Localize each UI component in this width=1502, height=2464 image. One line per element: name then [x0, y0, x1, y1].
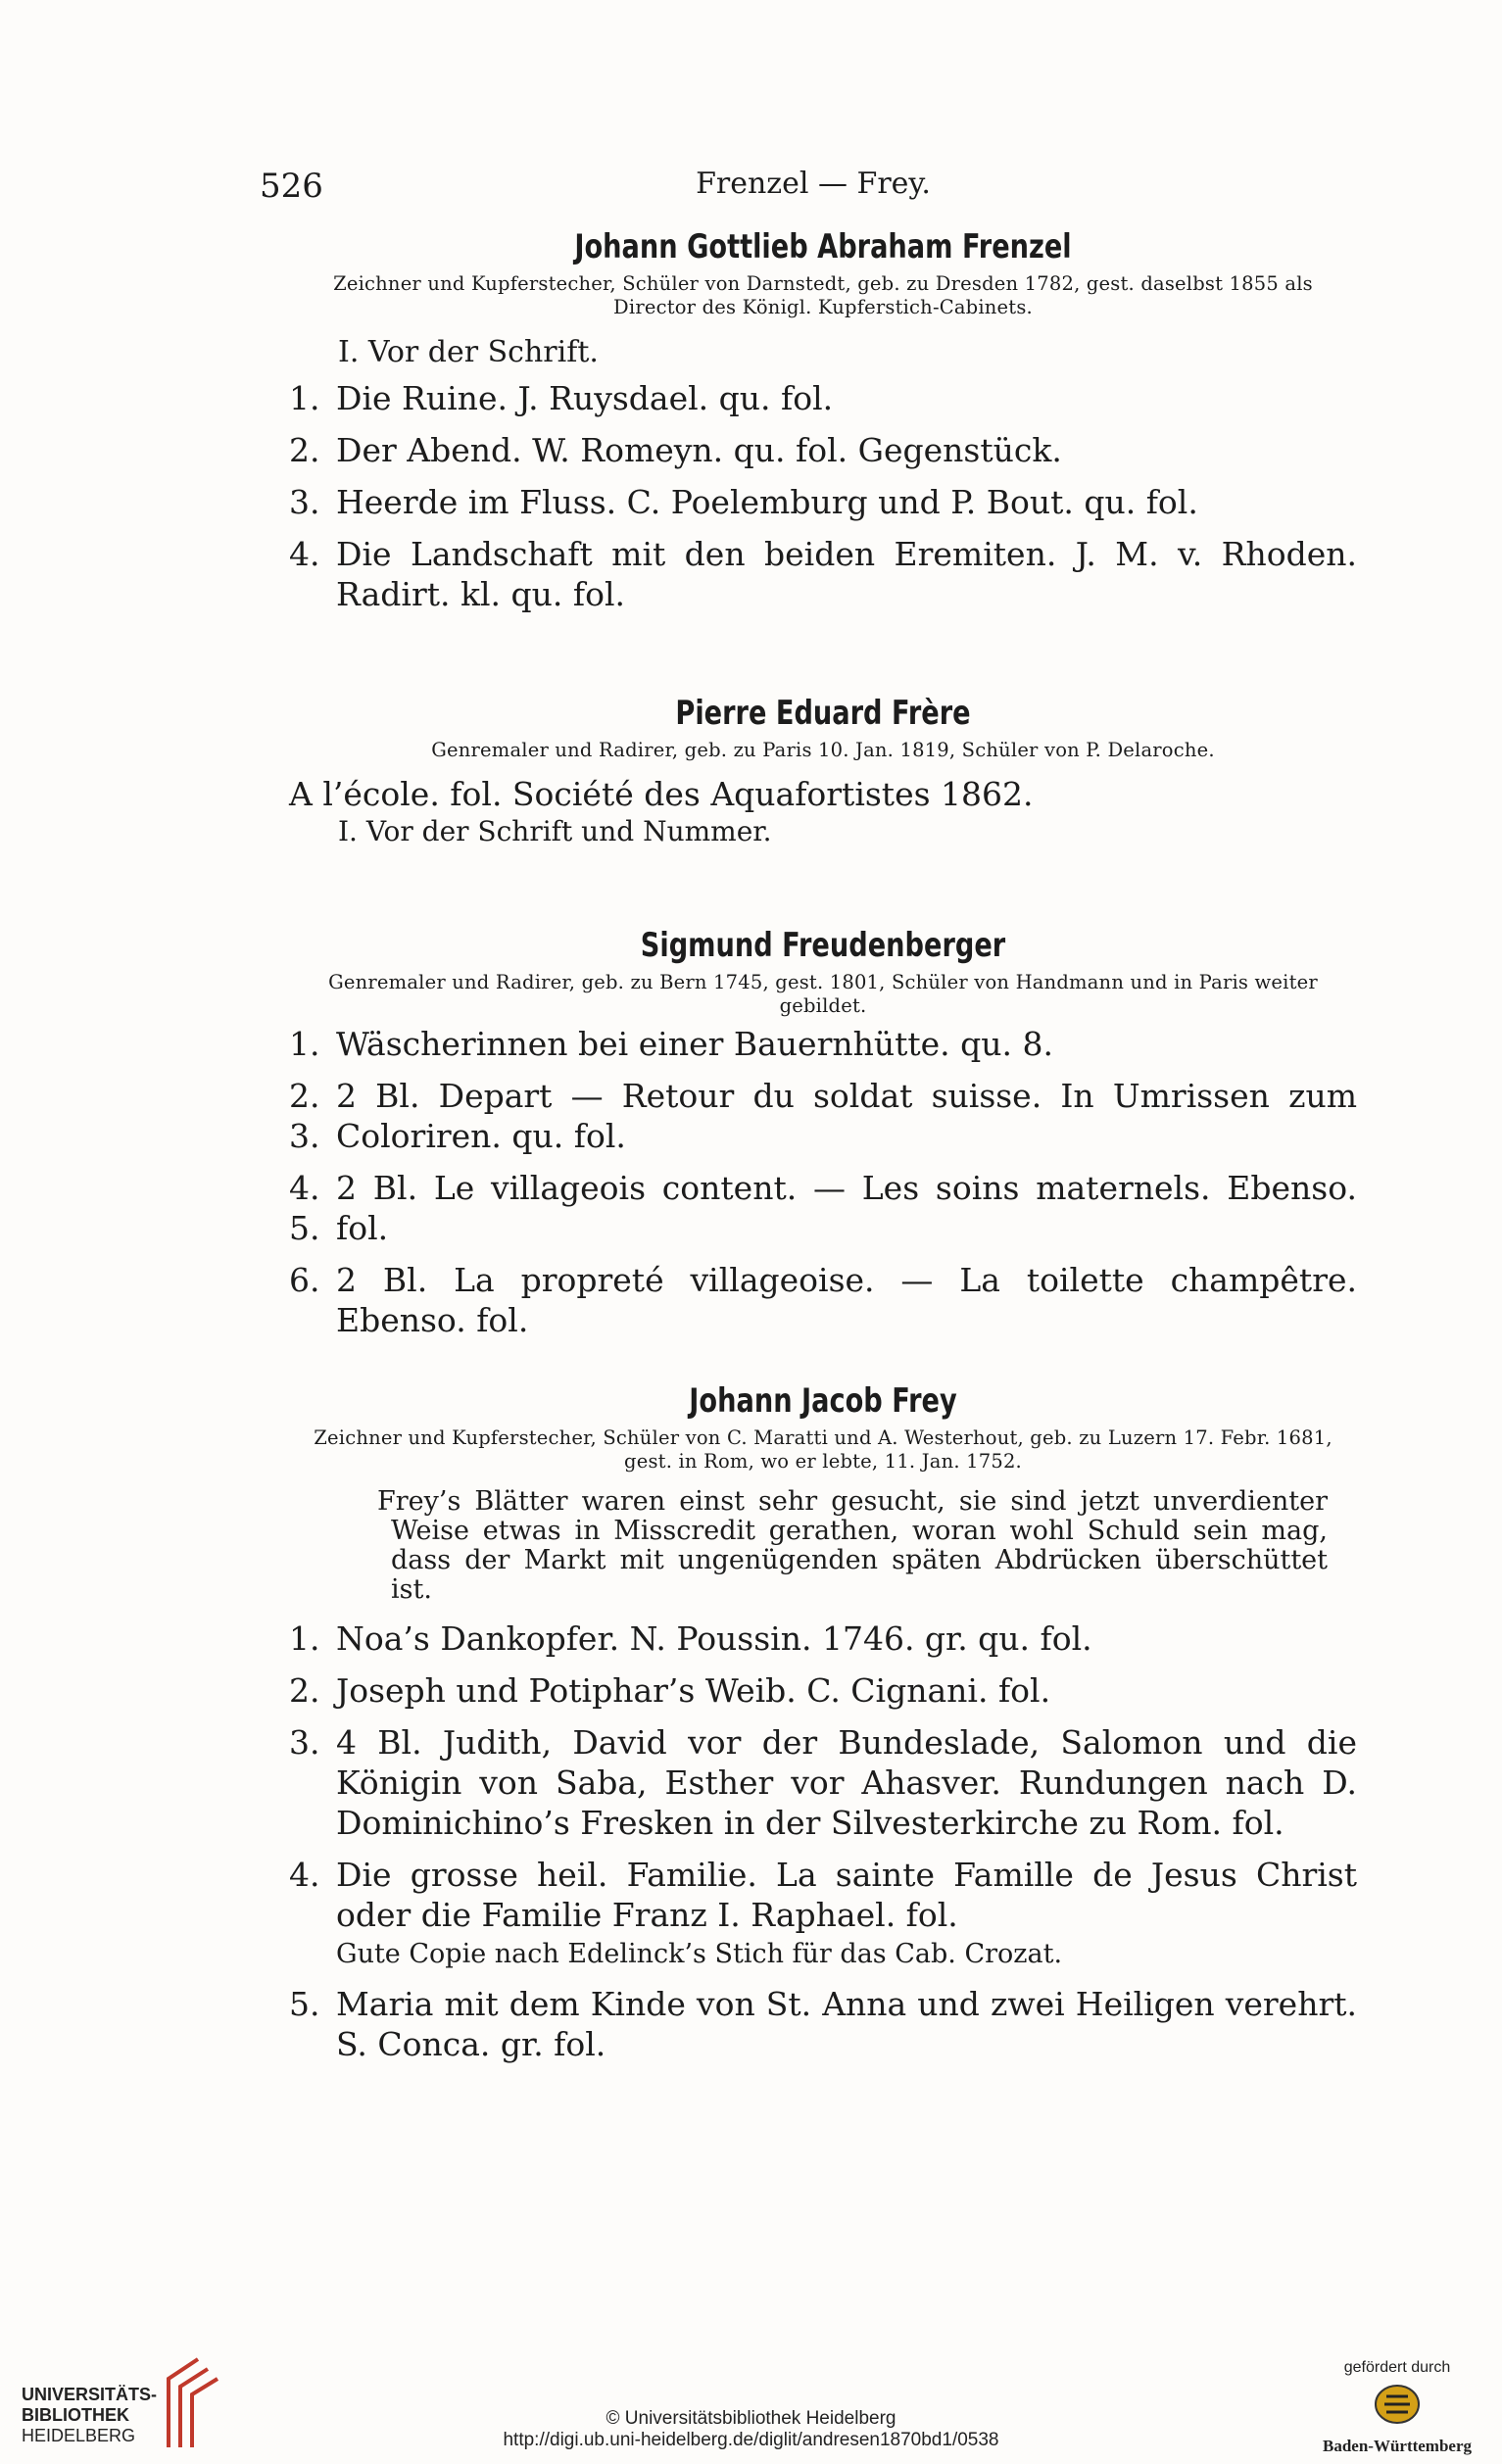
item-text: Die Ruine. J. Ruysdael. qu. fol. [336, 379, 834, 417]
library-line-3: HEIDELBERG [22, 2426, 136, 2445]
item-text: 2 Bl. La propreté villageoise. — La toilette champêtre. Ebenso. fol. [336, 1261, 1357, 1339]
item-text: Die grosse heil. Familie. La sainte Famille de Jesus Christ oder die Familie Franz I. Raphael. fol. [336, 1856, 1357, 1934]
item-note: Gute Copie nach Edelinck’s Stich für das Cab. Crozat. [336, 1939, 1063, 1969]
item-number: 1. [289, 1025, 320, 1063]
item-number: 3. [289, 483, 320, 521]
item-text: Joseph und Potiphar’s Weib. C. Cignani. fol. [336, 1671, 1051, 1710]
list-item [289, 1024, 1357, 1064]
item-text: 2 Bl. Depart — Retour du soldat suisse. In Umrissen zum Coloriren. qu. fol. [336, 1077, 1357, 1155]
item-text: Maria mit dem Kinde von St. Anna und zwei Heiligen verehrt. S. Conca. gr. fol. [336, 1985, 1357, 2063]
list-item [289, 1670, 1357, 1711]
section-heading: I. Vor der Schrift. [338, 335, 599, 369]
list-item [289, 1984, 1357, 2064]
entry-line: A l’école. fol. Société des Aquafortistes 1862. [289, 775, 1034, 813]
item-text: Der Abend. W. Romeyn. qu. fol. Gegenstück. [336, 431, 1062, 469]
item-number: 4. 5. [289, 1169, 320, 1247]
entry-title: Johann Jacob Frey [689, 1381, 957, 1421]
list-item [289, 1260, 1357, 1340]
item-text: 2 Bl. Le villageois content. — Les soins maternels. Ebenso. fol. [336, 1169, 1357, 1247]
funder-name: Baden-Württemberg [1322, 2437, 1473, 2455]
list-item [289, 378, 1357, 418]
list-item [289, 534, 1357, 614]
running-title: Frenzel — Frey. [696, 167, 931, 201]
item-number: 4. [289, 535, 320, 573]
entry-bio: Genremaler und Radirer, geb. zu Bern 1745, gest. 1801, Schüler von Handmann und in Paris weiter gebildet. [328, 971, 1318, 1017]
item-text: 4 Bl. Judith, David vor der Bundeslade, Salomon und die Königin von Saba, Esther vor Ahasver. Rundungen nach D. Dominichino’s Fresken in der Silvesterkirche zu Rom. fol. [336, 1723, 1357, 1842]
entry-frey [289, 1381, 1357, 2076]
item-number: 4. [289, 1856, 320, 1894]
entry-freudenberger [289, 926, 1357, 1352]
coat-of-arms-icon [1373, 2383, 1422, 2426]
entry-frere [289, 694, 1357, 849]
item-number: 6. [289, 1261, 320, 1299]
entry-bio: Zeichner und Kupferstecher, Schüler von Darnstedt, geb. zu Dresden 1782, gest. daselbst 1855 als Director des Königl. Kupferstich-Cabinets. [333, 272, 1313, 318]
footer-credits [0, 2408, 1502, 2451]
state-note: I. Vor der Schrift und Nummer. [338, 815, 772, 847]
item-text: Heerde im Fluss. C. Poelemburg und P. Bout. qu. fol. [336, 483, 1198, 521]
item-number: 2. [289, 431, 320, 469]
item-number: 2. 3. [289, 1077, 320, 1155]
list-item [289, 1076, 1357, 1156]
item-text: Die Landschaft mit den beiden Eremiten. J. M. v. Rhoden. Radirt. kl. qu. fol. [336, 535, 1357, 613]
item-number: 2. [289, 1671, 320, 1710]
item-number: 3. [289, 1723, 320, 1762]
list-item [289, 430, 1357, 470]
commentary-paragraph: Frey’s Blätter waren einst sehr gesucht, sie sind jetzt unverdienter Weise etwas in Misscredit gerathen, woran wohl Schuld sein mag, dass der Markt mit ungenügenden späten Abdrücken überschüttet ist. [377, 1486, 1328, 1605]
page-number: 526 [260, 167, 323, 206]
copyright-text: © Universitätsbibliothek Heidelberg [606, 2408, 896, 2429]
funder-badge[interactable] [1314, 2359, 1480, 2456]
list-item [289, 1855, 1357, 1935]
page-header [260, 167, 1367, 206]
entry-frenzel [289, 227, 1357, 626]
funded-by-label: gefördert durch [1343, 2359, 1451, 2376]
item-list [289, 1024, 1357, 1340]
entry-bio: Genremaler und Radirer, geb. zu Paris 10. Jan. 1819, Schüler von P. Delaroche. [431, 739, 1215, 761]
item-list [289, 378, 1357, 614]
entry-title: Sigmund Freudenberger [640, 926, 1006, 965]
list-item [289, 1619, 1357, 1659]
library-line-1: UNIVERSITÄTS- [22, 2385, 158, 2404]
entry-title: Johann Gottlieb Abraham Frenzel [574, 227, 1072, 266]
list-item [289, 482, 1357, 522]
item-number: 1. [289, 1619, 320, 1658]
item-list [289, 1619, 1357, 2064]
item-text: Noa’s Dankopfer. N. Poussin. 1746. gr. qu. fol. [336, 1619, 1092, 1658]
entry-title: Pierre Eduard Frère [675, 694, 971, 733]
item-number: 1. [289, 379, 320, 417]
item-text: Wäscherinnen bei einer Bauernhütte. qu. 8. [336, 1025, 1053, 1063]
list-item [289, 1722, 1357, 1843]
list-item [289, 1168, 1357, 1248]
library-line-2: BIBLIOTHEK [22, 2405, 129, 2425]
entry-bio: Zeichner und Kupferstecher, Schüler von C. Maratti und A. Westerhout, geb. zu Luzern 17. Febr. 1681, gest. in Rom, wo er lebte, 11. Jan. 1752. [314, 1426, 1332, 1473]
source-url[interactable]: http://digi.ub.uni-heidelberg.de/diglit/andresen1870bd1/0538 [503, 2430, 999, 2450]
item-number: 5. [289, 1985, 320, 2023]
